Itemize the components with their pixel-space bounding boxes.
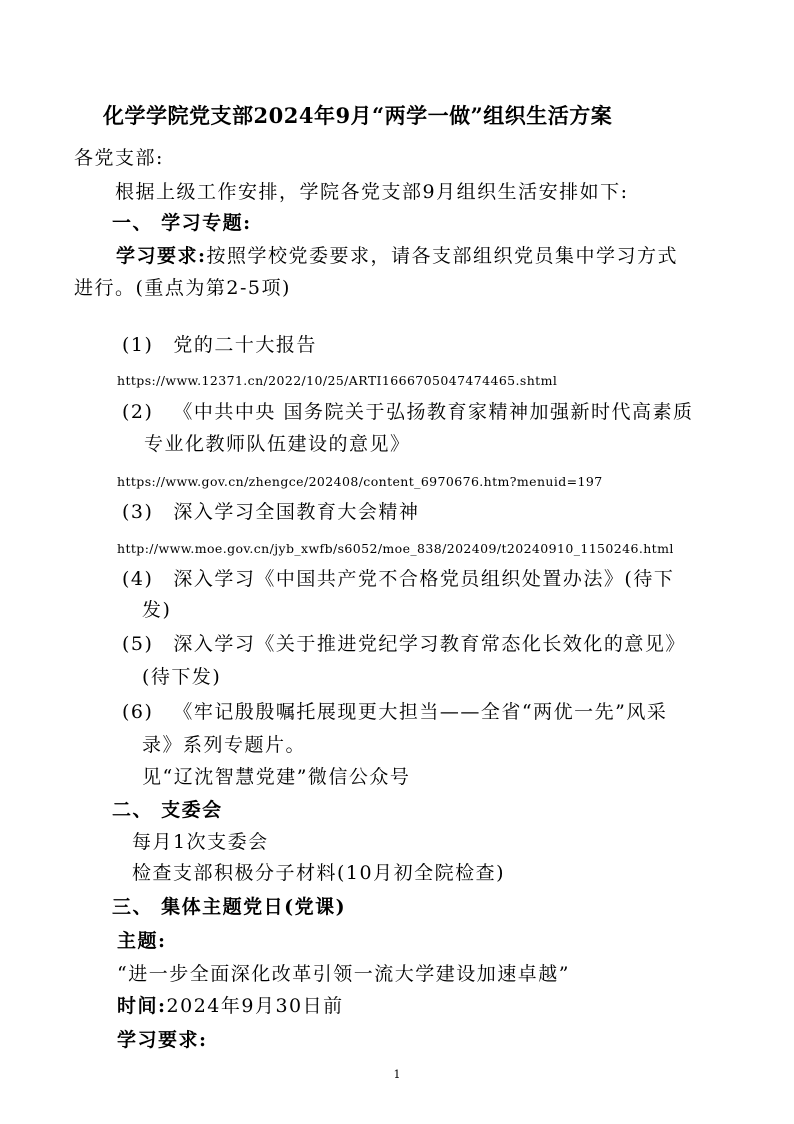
study-item-number: (1): [122, 334, 154, 356]
study-item-title: 深入学习全国教育大会精神: [173, 501, 420, 523]
section-2-heading: 二、 支委会: [112, 799, 223, 821]
study-item-number: (3): [122, 501, 154, 523]
study-item-number: (5): [122, 633, 154, 655]
study-item-title: 《牢记殷殷嘱托展现更大担当——全省“两优一先”风采: [173, 701, 668, 723]
time-line: [117, 994, 344, 1018]
time-label: 时间:: [117, 995, 167, 1017]
section-2-line-1: 每月1次支委会: [132, 831, 269, 853]
section-3-heading: 三、 集体主题党日(党课): [112, 896, 347, 918]
salutation: 各党支部:: [74, 147, 164, 169]
intro-paragraph: 根据上级工作安排，学院各党支部9月组织生活安排如下:: [115, 181, 629, 203]
study-item-number: (4): [122, 568, 154, 590]
study-item-number: (2): [122, 401, 154, 423]
study-item-2-link[interactable]: https://www.gov.cn/zhengce/202408/content_6970676.htm?menuid=197: [117, 474, 603, 489]
study-item-3: [122, 500, 419, 524]
section-3-requirement-label: 学习要求:: [117, 1029, 208, 1051]
theme-text: “进一步全面深化改革引领一流大学建设加速卓越”: [117, 963, 570, 985]
page-number: 1: [393, 1068, 401, 1081]
study-item-5: [122, 632, 686, 656]
study-item-2: [122, 400, 693, 424]
document-title: 化学学院党支部2024年9月“两学一做”组织生活方案: [103, 103, 613, 128]
study-item-1: [122, 333, 317, 357]
study-item-3-link[interactable]: http://www.moe.gov.cn/jyb_xwfb/s6052/moe_838/202409/t20240910_1150246.html: [117, 541, 674, 556]
study-item-1-link[interactable]: https://www.12371.cn/2022/10/25/ARTI1666705047474465.shtml: [117, 373, 558, 388]
study-item-4: [122, 567, 674, 591]
study-item-title: 深入学习《关于推进党纪学习教育常态化长效化的意见》: [173, 633, 686, 655]
study-item-title: 党的二十大报告: [173, 334, 317, 356]
study-item-2-continued: 专业化教师队伍建设的意见》: [144, 433, 411, 455]
section-1-heading: 一、 学习专题:: [112, 212, 252, 234]
study-item-5-continued: (待下发): [142, 666, 222, 688]
study-item-6: [122, 700, 667, 724]
study-item-title: 《中共中央 国务院关于弘扬教育家精神加强新时代高素质: [173, 401, 694, 423]
theme-label: 主题:: [117, 930, 167, 952]
study-item-title: 深入学习《中国共产党不合格党员组织处置办法》(待下: [173, 568, 675, 590]
study-item-6-note: 见“辽沈智慧党建”微信公众号: [142, 766, 411, 788]
time-text: 2024年9月30日前: [166, 995, 344, 1017]
study-requirement-continued: 进行。(重点为第2-5项): [74, 277, 291, 299]
study-item-6-continued: 录》系列专题片。: [142, 734, 307, 756]
study-requirement: [116, 244, 678, 268]
study-requirement-text: 按照学校党委要求，请各支部组织党员集中学习方式: [206, 245, 679, 267]
study-item-4-continued: 发): [142, 599, 172, 621]
section-2-line-2: 检查支部积极分子材料(10月初全院检查): [132, 862, 506, 884]
study-item-number: (6): [122, 701, 154, 723]
study-requirement-label: 学习要求:: [116, 245, 207, 267]
